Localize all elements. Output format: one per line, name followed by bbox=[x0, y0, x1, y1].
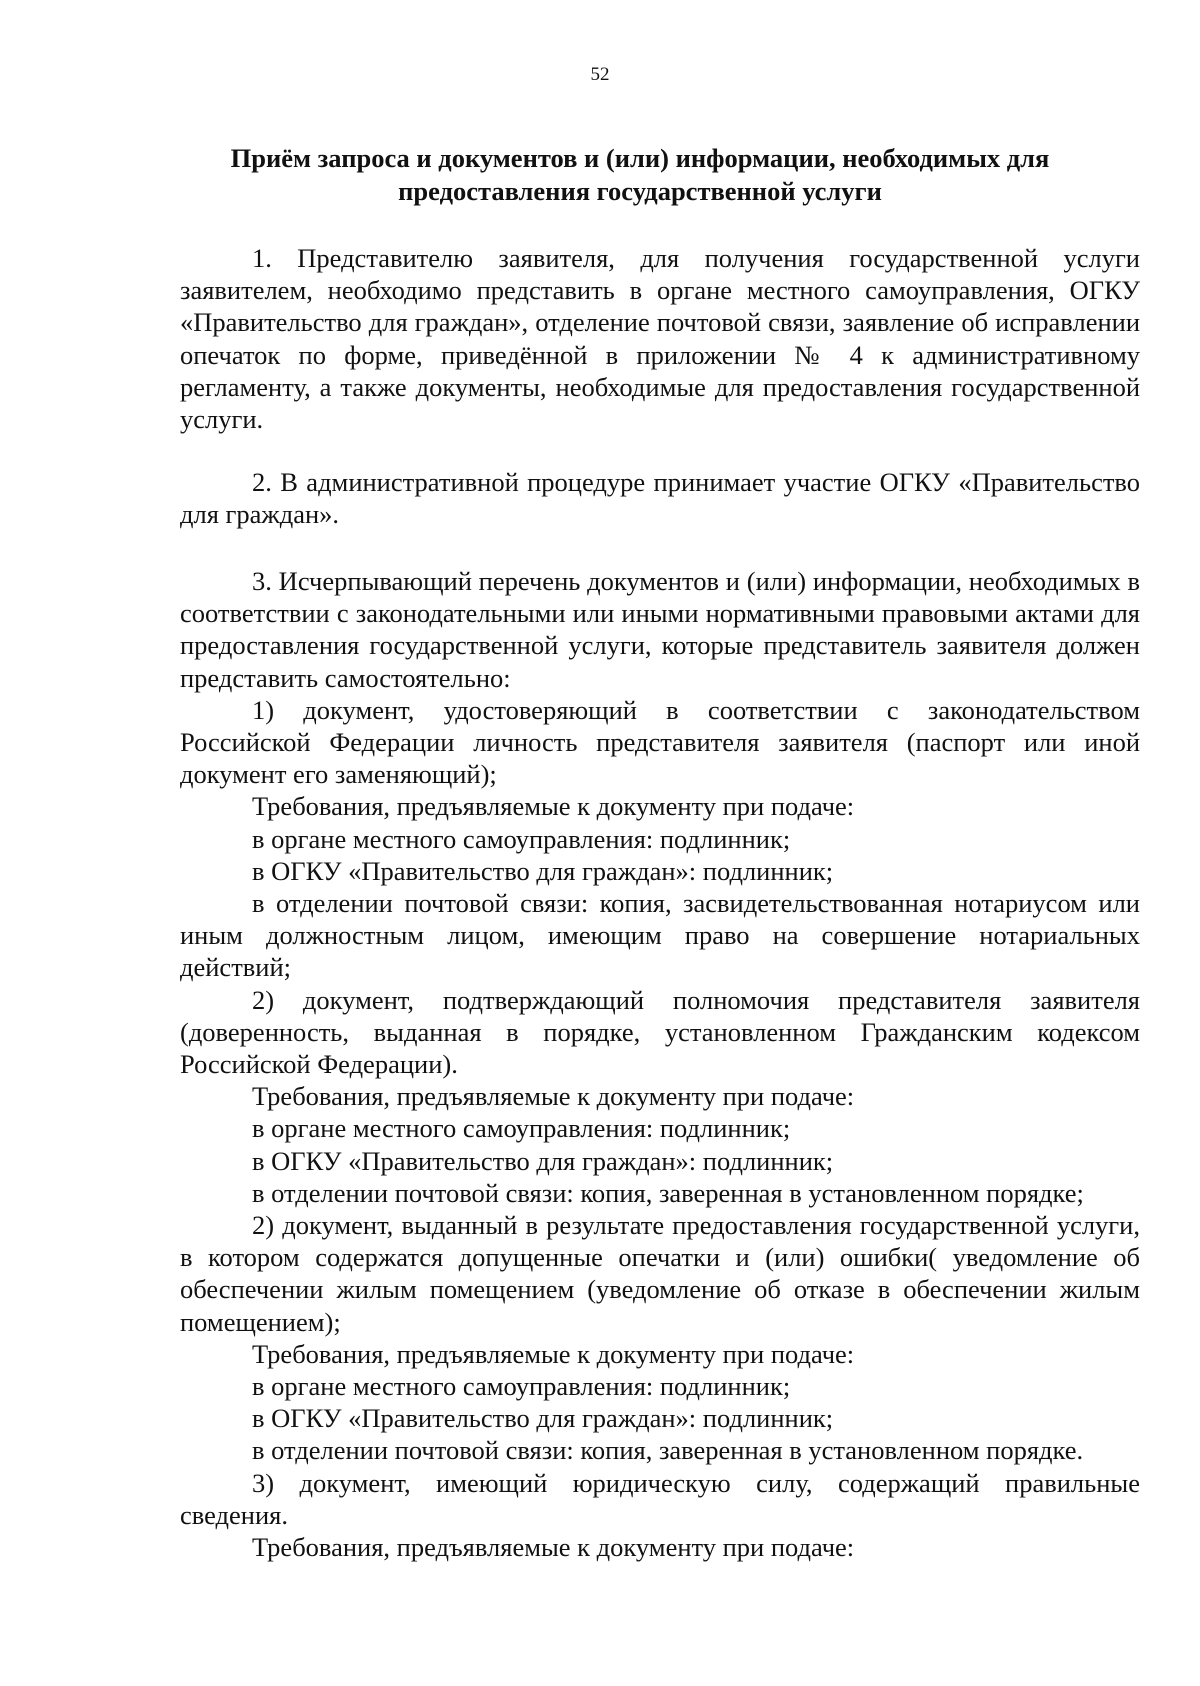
doc-3-title: 2) документ, выданный в результате предоставления государственной услуги, в котором содержатся допущенные опечатки и (или) ошибки( уведомление об обеспечении жилым помещением (уведомление об отказе в обеспечении жилым помещением); bbox=[180, 1210, 1140, 1337]
doc-1-req-ogku: в ОГКУ «Правительство для граждан»: подлинник; bbox=[252, 855, 834, 886]
paragraph-3-intro: 3. Исчерпывающий перечень документов и (или) информации, необходимых в соответствии с законодательными или иными нормативными правовыми актами для предоставления государственной услуги, которые представитель заявителя должен представить самостоятельно: bbox=[180, 566, 1140, 693]
doc-2-req-ogku: в ОГКУ «Правительство для граждан»: подлинник; bbox=[252, 1145, 834, 1176]
heading-line-2: предоставления государственной услуги bbox=[398, 176, 882, 206]
paragraph-2-block bbox=[180, 466, 1140, 530]
paragraph-1: 1. Представителю заявителя, для получения государственной услуги заявителем, необходимо представить в органе местного самоуправления, ОГКУ «Правительство для граждан», отделение почтовой связи, заявление об исправлении опечаток по форме, приведённой в приложении № 4 к административному регламенту, а также документы, необходимые для предоставления государственной услуги. bbox=[180, 243, 1140, 435]
doc-1-title: 1) документ, удостоверяющий в соответствии с законодательством Российской Федерации личность представителя заявителя (паспорт или иной документ его заменяющий); bbox=[180, 694, 1140, 790]
paragraph-1-block bbox=[180, 242, 1140, 435]
heading-line-1: Приём запроса и документов и (или) информации, необходимых для bbox=[230, 143, 1050, 173]
doc-2-req-post: в отделении почтовой связи: копия, заверенная в установленном порядке; bbox=[252, 1177, 1084, 1208]
doc-3-req-ogku: в ОГКУ «Правительство для граждан»: подлинник; bbox=[252, 1403, 834, 1434]
doc-3-req-post: в отделении почтовой связи: копия, заверенная в установленном порядке. bbox=[252, 1435, 1084, 1466]
doc-1-req-local: в органе местного самоуправления: подлинник; bbox=[252, 823, 791, 854]
doc-2-req-local: в органе местного самоуправления: подлинник; bbox=[252, 1113, 791, 1144]
paragraph-2: 2. В административной процедуре принимает участие ОГКУ «Правительство для граждан». bbox=[180, 467, 1140, 530]
doc-1-requirements-header: Требования, предъявляемые к документу при подаче: bbox=[252, 791, 855, 822]
doc-2-title: 2) документ, подтверждающий полномочия представителя заявителя (доверенность, выданная в порядке, установленном Гражданским кодексом Российской Федерации). bbox=[180, 984, 1140, 1080]
doc-2-requirements-header: Требования, предъявляемые к документу при подаче: bbox=[252, 1081, 855, 1112]
doc-3-requirements-header: Требования, предъявляемые к документу при подаче: bbox=[252, 1338, 855, 1369]
doc-4-requirements-header: Требования, предъявляемые к документу при подаче: bbox=[252, 1532, 855, 1563]
section-heading bbox=[180, 142, 1100, 208]
doc-1-req-post: в отделении почтовой связи: копия, засвидетельствованная нотариусом или иным должностным лицом, имеющим право на совершение нотариальных действий; bbox=[180, 888, 1140, 983]
page-number: 52 bbox=[590, 64, 610, 85]
paragraph-3-block bbox=[180, 565, 1140, 1563]
doc-3-req-local: в органе местного самоуправления: подлинник; bbox=[252, 1371, 791, 1402]
doc-4-title: 3) документ, имеющий юридическую силу, содержащий правильные сведения. bbox=[180, 1467, 1140, 1530]
